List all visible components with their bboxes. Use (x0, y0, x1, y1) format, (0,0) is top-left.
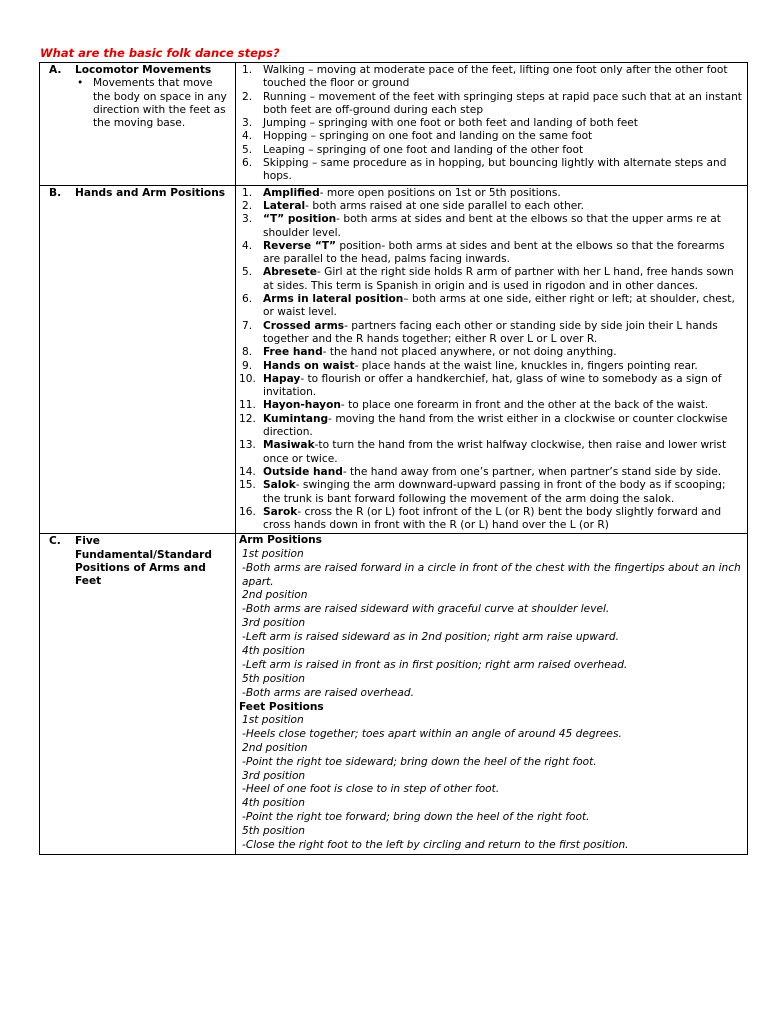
position-label: 1st position (242, 713, 304, 726)
position-label: 1st position (242, 547, 304, 560)
position-label: 2nd position (242, 589, 308, 602)
position-description: -Left arm is raised sideward as in 2nd position; right arm raise upward. (242, 631, 619, 644)
locomotor-list (239, 64, 744, 184)
list-item: 6. Skipping – same procedure as in hopping, but bouncing lightly with alternate steps and hops. (242, 157, 727, 183)
list-item: 11. Hayon-hayon- to place one forearm in front and the other at the back of the waist. (239, 399, 709, 412)
section-c-content-cell (236, 534, 748, 855)
list-item: 5. Abresete- Girl at the right side holds R arm of partner with her L hand, free hands sown at sides. This term is Spanish in origin and is used in rigodon and in other dances. (242, 266, 734, 292)
position-label: 4th position (242, 797, 305, 810)
list-item: 12. Kumintang- moving the hand from the wrist either in a clockwise or counter clockwise direction. (239, 412, 728, 439)
feet-positions-heading: Feet Positions (239, 700, 324, 713)
section-a-label-cell (40, 63, 236, 186)
position-label: 4th position (242, 645, 305, 658)
section-a-bullet-list (43, 77, 232, 130)
list-item: 15. Salok- swinging the arm downward-upward passing in front of the body as if scooping; the trunk is bant forward following the movement of the arm doing the salok. (239, 479, 726, 505)
list-item: 1. Amplified- more open positions on 1st or 5th positions. (242, 186, 561, 199)
table-row-fundamental-positions (40, 534, 748, 855)
list-item: 16. Sarok- cross the R (or L) foot infront of the L (or R) bent the body slightly forward and cross hands down in front with the R (or L) hand over the L (or R) (239, 505, 722, 532)
position-label: 5th position (242, 825, 305, 838)
list-item: 2. Lateral- both arms raised at one side parallel to each other. (242, 199, 585, 212)
section-b-label-cell (40, 185, 236, 534)
position-label: 3rd position (242, 617, 306, 630)
folk-dance-table (39, 62, 748, 855)
position-label: 2nd position (242, 741, 308, 754)
section-b-heading: B. Hands and Arm Positions (49, 186, 226, 199)
position-description: -Both arms are raised forward in a circle in front of the chest with the fingertips about an inch apart. (242, 561, 741, 588)
list-item: 10. Hapay- to flourish or offer a handkerchief, hat, glass of wine to somebody as a sign of invitation. (239, 372, 722, 399)
list-item: 6. Arms in lateral position– both arms at one side, either right or left; at shoulder, chest, or waist level. (242, 293, 735, 319)
list-item: 2. Running – movement of the feet with springing steps at rapid pace such that at an instant both feet are off-ground during each step (242, 90, 742, 116)
position-description: -Heels close together; toes apart within an angle of around 45 degrees. (242, 727, 622, 740)
position-description: -Point the right toe sideward; bring down the heel of the right foot. (242, 755, 597, 768)
list-item: 4. Reverse “T” position- both arms at sides and bent at the elbows so that the forearms are parallel to the head, palms facing inwards. (242, 239, 725, 266)
list-item: 9. Hands on waist- place hands at the waist line, knuckles in, fingers pointing rear. (242, 359, 698, 372)
position-description: -Point the right toe forward; bring down the heel of the right foot. (242, 811, 590, 824)
table-row-locomotor (40, 63, 748, 186)
table-row-hand-arm (40, 185, 748, 534)
list-item: 5. Leaping – springing of one foot and landing of the other foot (242, 143, 584, 156)
position-label: 3rd position (242, 769, 306, 782)
list-item: 4. Hopping – springing on one foot and landing on the same foot (242, 130, 593, 143)
position-description: -Left arm is raised in front as in first position; right arm raised overhead. (242, 658, 628, 671)
feet-positions-list (239, 714, 744, 853)
list-item: 8. Free hand- the hand not placed anywhere, or not doing anything. (242, 346, 617, 359)
list-item: 3. Jumping – springing with one foot or both feet and landing of both feet (242, 117, 638, 130)
position-description: -Heel of one foot is close to in step of other foot. (242, 783, 500, 796)
section-a-content-cell (236, 63, 748, 186)
list-item: 3. “T” position- both arms at sides and bent at the elbows so that the upper arms re at shoulder level. (242, 213, 721, 239)
list-item: 1. Walking – moving at moderate pace of the feet, lifting one foot only after the other foot touched the floor or ground (242, 64, 728, 90)
section-a-heading: A. Locomotor Movements (49, 64, 212, 76)
page-title: What are the basic folk dance steps? (40, 46, 280, 60)
list-item: 7. Crossed arms- partners facing each other or standing side by side join their L hands together and the R hands together; either R over L or L over R. (242, 319, 718, 345)
arm-positions-list (239, 548, 744, 701)
position-label: 5th position (242, 672, 305, 685)
position-description: -Close the right foot to the left by circling and return to the first position. (242, 839, 629, 852)
section-a-bullet: • Movements that move the body on space in any direction with the feet as the moving base. (93, 77, 232, 130)
position-description: -Both arms are raised overhead. (242, 686, 414, 699)
list-item: 14. Outside hand- the hand away from one’s partner, when partner’s stand side by side. (239, 465, 722, 478)
position-description: -Both arms are raised sideward with graceful curve at shoulder level. (242, 603, 610, 616)
arm-positions-heading: Arm Positions (239, 534, 322, 547)
list-item: 13. Masiwak-to turn the hand from the wrist halfway clockwise, then raise and lower wrist once or twice. (239, 439, 727, 465)
section-b-content-cell (236, 185, 748, 534)
section-c-heading: C. Five Fundamental/Standard Positions of Arms and Feet (49, 535, 212, 588)
section-c-label-cell (40, 534, 236, 855)
hand-arm-list (239, 187, 744, 533)
